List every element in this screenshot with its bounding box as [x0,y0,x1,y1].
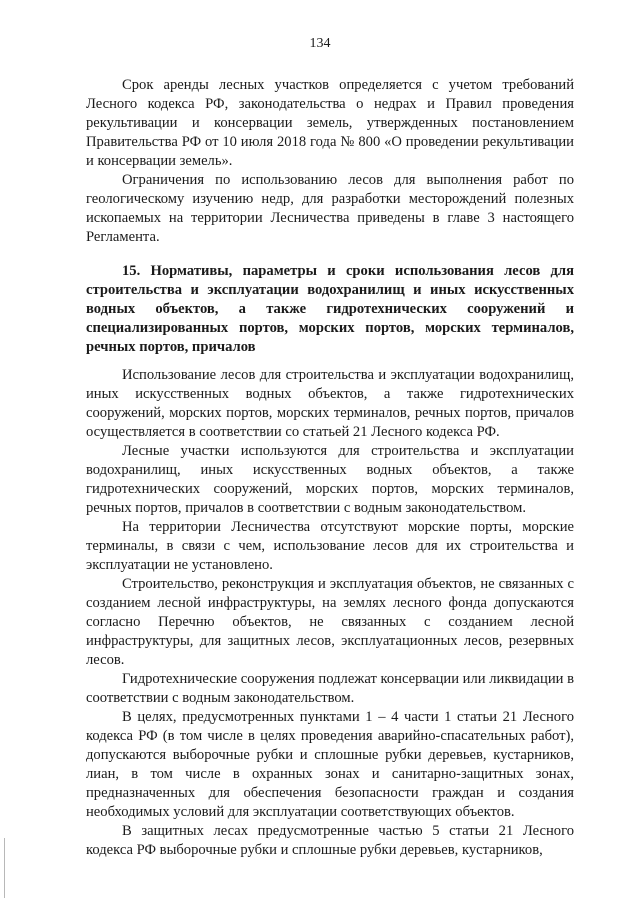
paragraph-no-sea-ports: На территории Лесничества отсутствуют морские порты, морские терминалы, в связи с чем, использование лесов для их строительства и эксплуатации не установлено. [86,519,574,573]
page-number: 134 [309,36,331,51]
paragraph-protective-forests: В защитных лесах предусмотренные частью 5 статьи 21 Лесного кодекса РФ выборочные рубки и сплошные рубки деревьев, кустарников, [86,823,574,858]
paragraph-felling-purposes: В целях, предусмотренных пунктами 1 – 4 части 1 статьи 21 Лесного кодекса РФ (в том числе в целях проведения аварийно-спасательных работ), допускаются выборочные рубки и сплошные рубки деревьев, кустарников, лиан, в том числе в охранных зонах и санитарно-защитных зонах, предназначенных для обеспечения безопасности граждан и создания необходимых условий для эксплуатации соответствующих объектов. [86,709,574,820]
paragraph-forest-plots: Лесные участки используются для строительства и эксплуатации водохранилищ, иных искусственных водных объектов, а также гидротехнических сооружений, морских портов, морских терминалов, речных портов, причалов в соответствии с водным законодательством. [86,443,574,516]
paragraph-hydro-structures: Гидротехнические сооружения подлежат консервации или ликвидации в соответствии с водным законодательством. [86,671,574,706]
paragraph-usage: Использование лесов для строительства и эксплуатации водохранилищ, иных искусственных водных объектов, а также гидротехнических сооружений, морских портов, морских терминалов, речных портов, причалов осуществляется в соответствии со статьей 21 Лесного кодекса РФ. [86,367,574,440]
paragraph-lease-term: Срок аренды лесных участков определяется с учетом требований Лесного кодекса РФ, законодательства о недрах и Правил проведения рекультивации и консервации земель, утвержденных постановлением Правительства РФ от 10 июля 2018 года № 800 «О проведении рекультивации и консервации земель». [86,77,574,169]
section-body [86,366,574,860]
paragraph-construction: Строительство, реконструкция и эксплуатация объектов, не связанных с созданием лесной инфраструктуры, на землях лесного фонда допускаются согласно Перечню объектов, не связанных с созданием лесной инфраструктуры, для защитных лесов, эксплуатационных лесов, резервных лесов. [86,576,574,668]
scan-margin-line [4,838,5,898]
intro-block [86,76,574,247]
paragraph-geology-restrictions: Ограничения по использованию лесов для выполнения работ по геологическому изучению недр, для разработки месторождений полезных ископаемых на территории Лесничества приведены в главе 3 настоящего Регламента. [86,172,574,245]
section-heading: 15. Нормативы, параметры и сроки использования лесов для строительства и эксплуатации водохранилищ и иных искусственных водных объектов, а также гидротехнических сооружений и специализированных портов, морских портов, морских терминалов, речных портов, причалов [86,263,574,355]
